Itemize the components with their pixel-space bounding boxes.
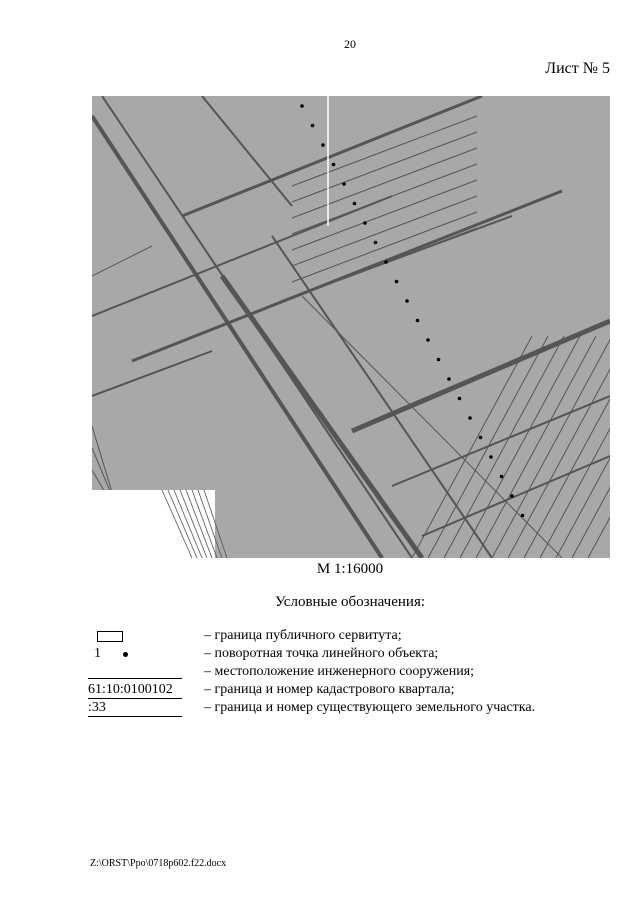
map-drawing [92,96,610,558]
quarter-number: 61:10:0100102 [88,682,173,697]
legend-description: – граница и номер существующего земельного участка. [204,700,536,715]
turning-point [479,436,483,440]
legend-item-land-plot [88,700,588,718]
plot-number: :33 [88,700,106,715]
turning-point [489,455,493,459]
turning-point [426,338,430,342]
field-line [524,336,610,558]
sheet-label: Лист № 5 [545,60,610,77]
legend-item-engineering-structure [88,664,588,682]
field-line [292,212,477,282]
page-number: 20 [344,37,356,51]
turning-point [405,299,409,303]
field-line [508,336,610,558]
turning-point [500,475,504,479]
turning-point [342,182,346,186]
field-boundary [92,351,212,396]
turning-point [468,416,472,420]
turning-point [384,260,388,264]
point-dot-icon [123,652,128,657]
field-boundary [352,321,610,431]
legend-item-turning-point [88,646,588,664]
field-line [492,336,610,558]
turning-point [510,494,514,498]
field-line [292,148,477,218]
turning-point [332,163,336,167]
turning-point [458,397,462,401]
blank-area [92,490,215,558]
turning-point [300,104,304,108]
legend-item-cadastral-quarter [88,682,588,700]
legend-description: – поворотная точка линейного объекта; [204,646,439,661]
field-line [292,116,477,186]
field-line [444,336,564,558]
point-number: 1 [94,646,101,661]
field-line [588,336,610,558]
servitude-boundary-symbol [88,628,182,646]
turning-point [447,377,451,381]
cadastral-map [92,96,610,558]
field-line [292,164,477,234]
field-line [540,336,610,558]
field-line [428,336,548,558]
turning-point [416,319,420,323]
field-boundary [182,96,482,216]
legend-description: – граница публичного сервитута; [204,628,402,643]
legend-description: – местоположение инженерного сооружения; [204,664,475,679]
map-scale: М 1:16000 [316,561,384,577]
turning-point [311,124,315,128]
turning-point [521,514,525,518]
turning-point [321,143,325,147]
field-boundary [92,196,392,316]
field-line [292,132,477,202]
engineering-structure-line [88,664,182,679]
field-line [292,196,477,266]
file-path: Z:\ORST\Ppo\0718p602.f22.docx [90,858,227,869]
land-plot-symbol [88,700,182,717]
field-line [460,336,580,558]
field-line [556,336,610,558]
turning-point-symbol [88,646,182,664]
field-line [92,246,152,276]
legend-description: – граница и номер кадастрового квартала; [204,682,455,697]
turning-point [374,241,378,245]
turning-point [363,221,367,225]
field-line [292,228,477,298]
field-line [302,296,562,558]
turning-point [437,358,441,362]
field-boundary [392,396,610,486]
legend-title: Условные обозначения: [274,594,426,610]
cadastral-quarter-symbol [88,682,182,699]
turning-point [395,280,399,284]
field-line [412,336,532,558]
road-line [222,276,422,558]
turning-point [353,202,357,206]
legend-item-servitude [88,628,588,646]
